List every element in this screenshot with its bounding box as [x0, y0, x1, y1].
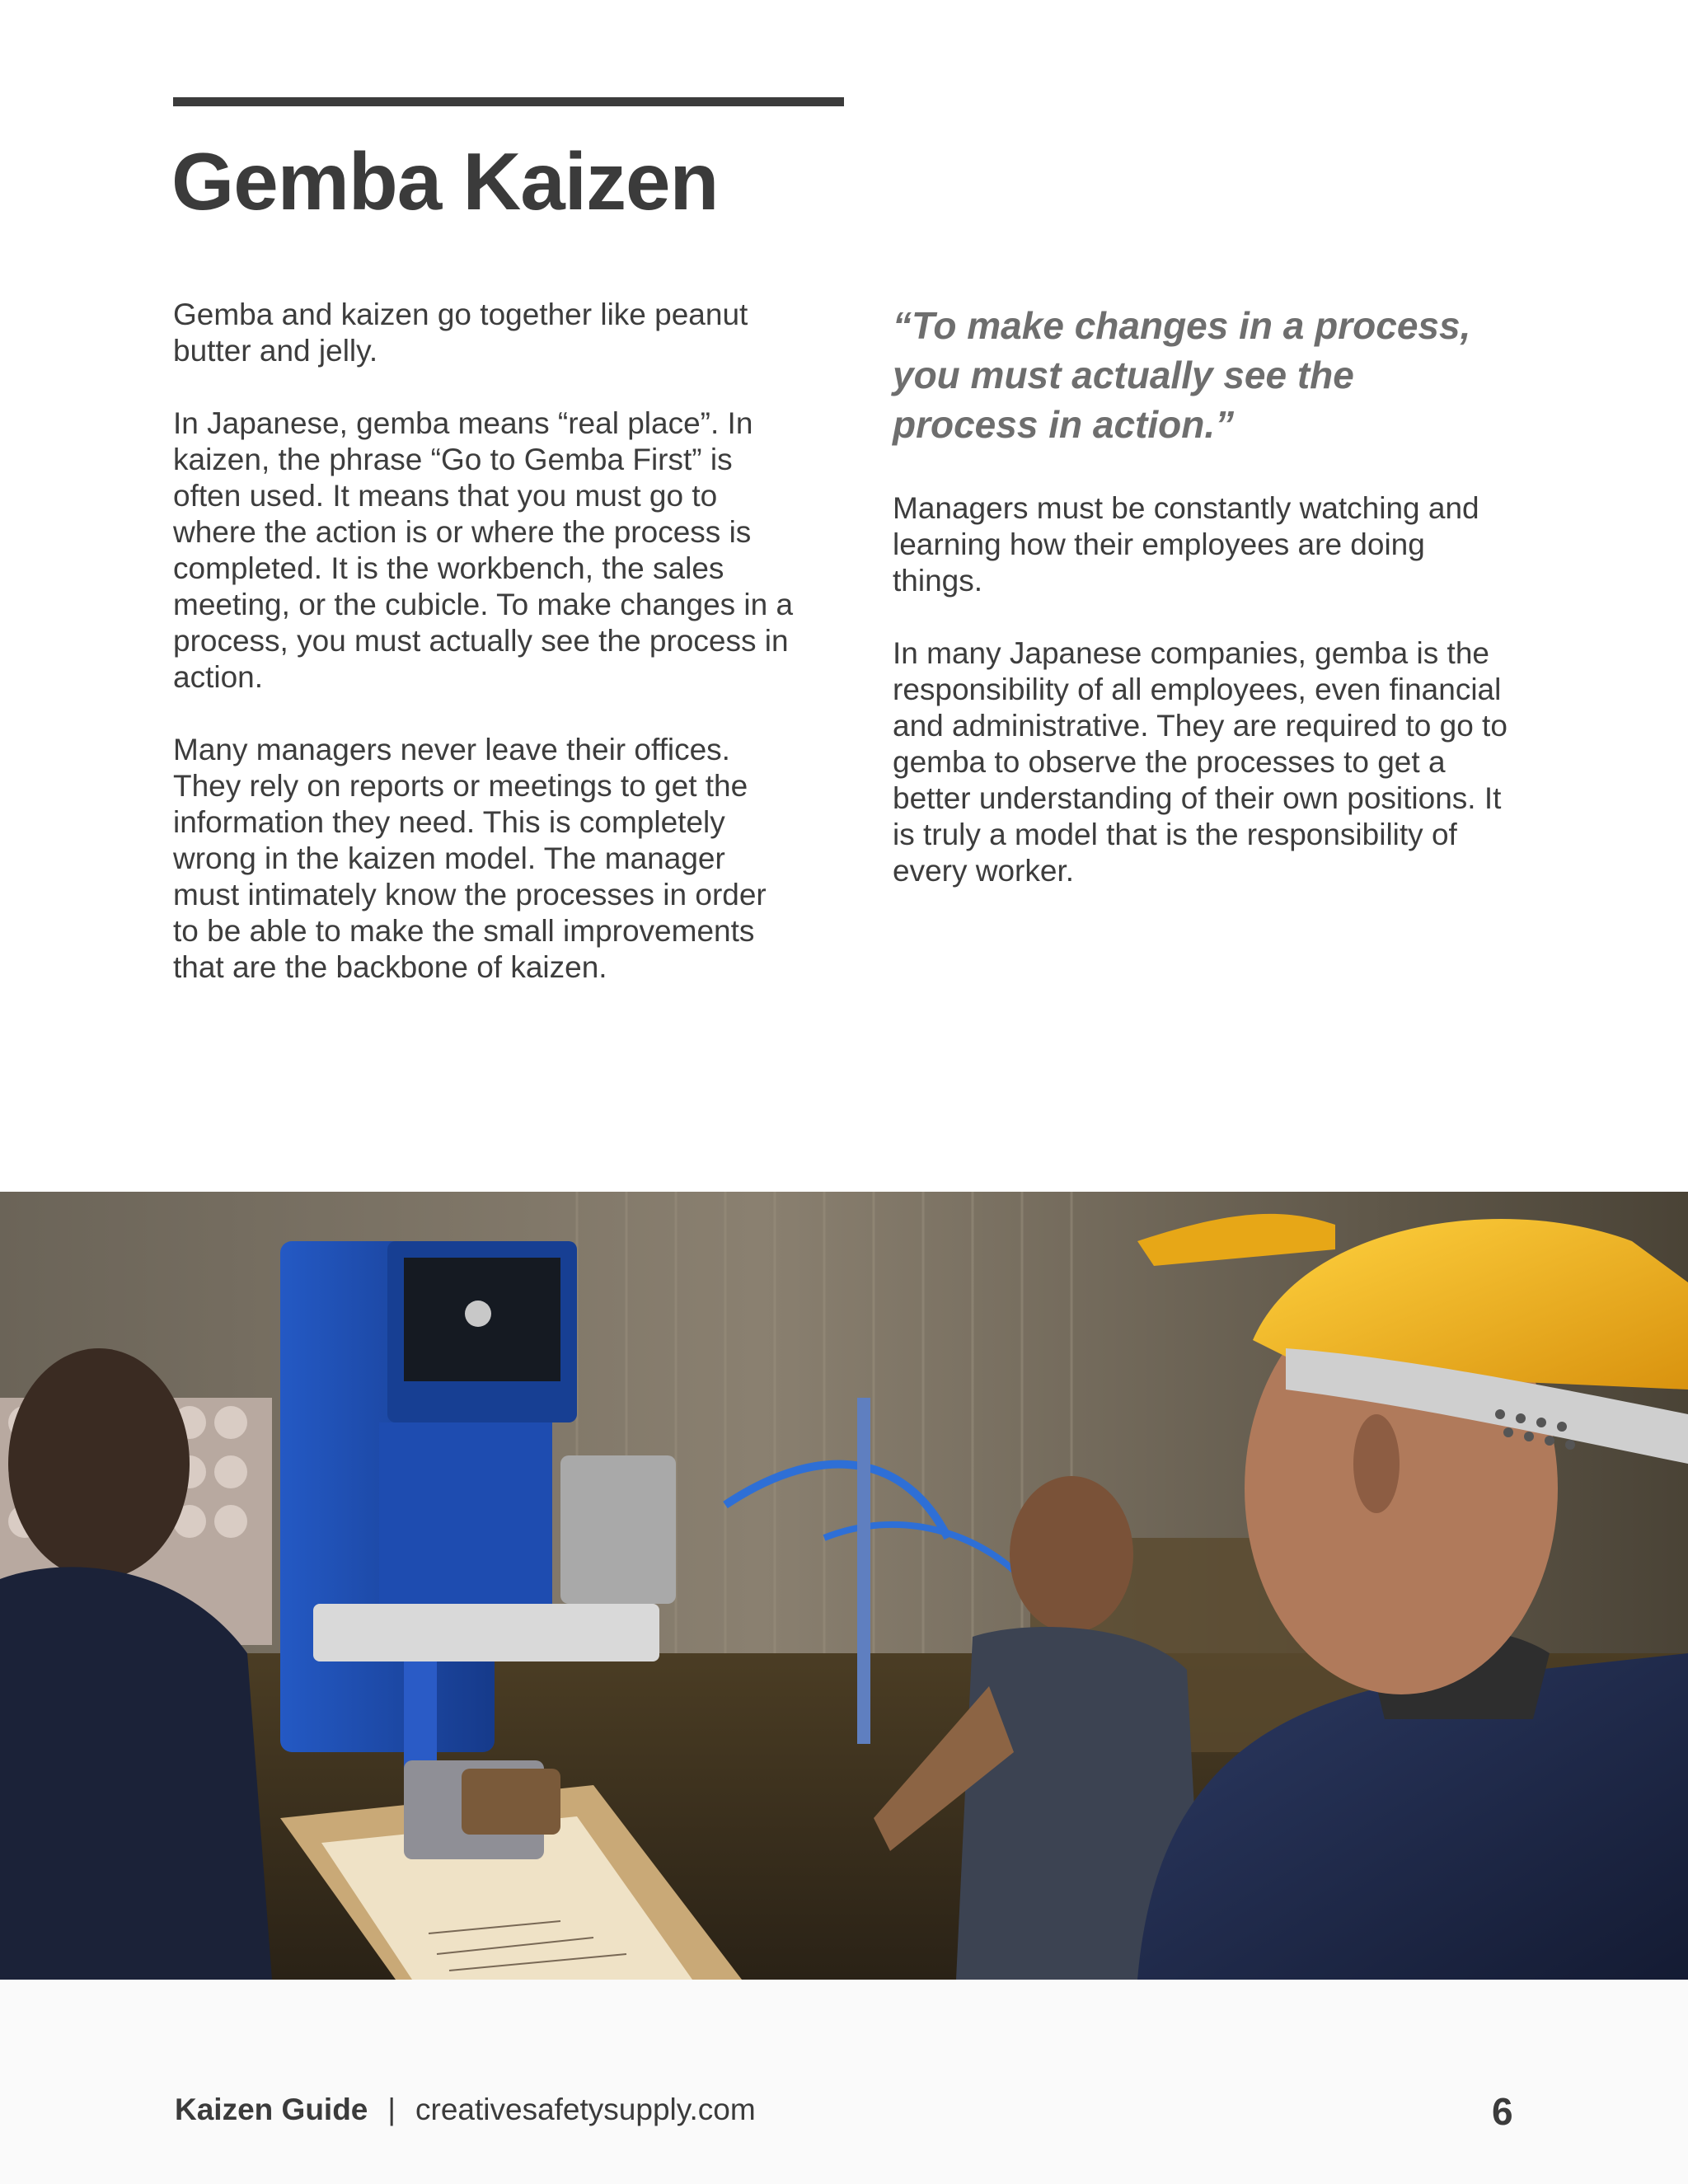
- title-rule: [173, 97, 844, 106]
- page-title: Gemba Kaizen: [171, 136, 719, 227]
- footer-website: creativesafetysupply.com: [415, 2093, 756, 2126]
- right-paragraph-1: Managers must be constantly watching and learning how their employees are doing things.: [893, 491, 1479, 598]
- factory-worker-photo: [0, 1192, 1688, 1980]
- footer-credit: [175, 2092, 756, 2128]
- page-footer: [0, 1980, 1688, 2184]
- pull-quote: “To make changes in a process, you must actually see the process in action.”: [893, 304, 1471, 446]
- page-number: 6: [1492, 2090, 1513, 2133]
- right-paragraph-2: In many Japanese companies, gemba is the responsibility of all employees, even financial and administrative. They are required to go to gemba to observe the processes to get a better understanding of their own positions. It is truly a model that is the responsibility of every worker.: [893, 636, 1507, 888]
- left-paragraph-1: Gemba and kaizen go together like peanut butter and jelly.: [173, 298, 748, 368]
- left-column: [173, 297, 799, 1022]
- left-paragraph-3: Many managers never leave their offices. They rely on reports or meetings to get the information they need. This is completely wrong in the kaizen model. The manager must intimately know the processes in order to be able to make the small improvements that are the backbone of kaizen.: [173, 733, 767, 984]
- left-paragraph-2: In Japanese, gemba means “real place”. In kaizen, the phrase “Go to Gemba First” is often used. It means that you must go to where the action is or where the process is completed. It is the workbench, the sales meeting, or the cubicle. To make changes in a process, you must actually see the process in action.: [173, 406, 794, 694]
- footer-brand: Kaizen Guide: [175, 2093, 368, 2126]
- right-column: [893, 301, 1519, 926]
- footer-separator: |: [387, 2093, 396, 2126]
